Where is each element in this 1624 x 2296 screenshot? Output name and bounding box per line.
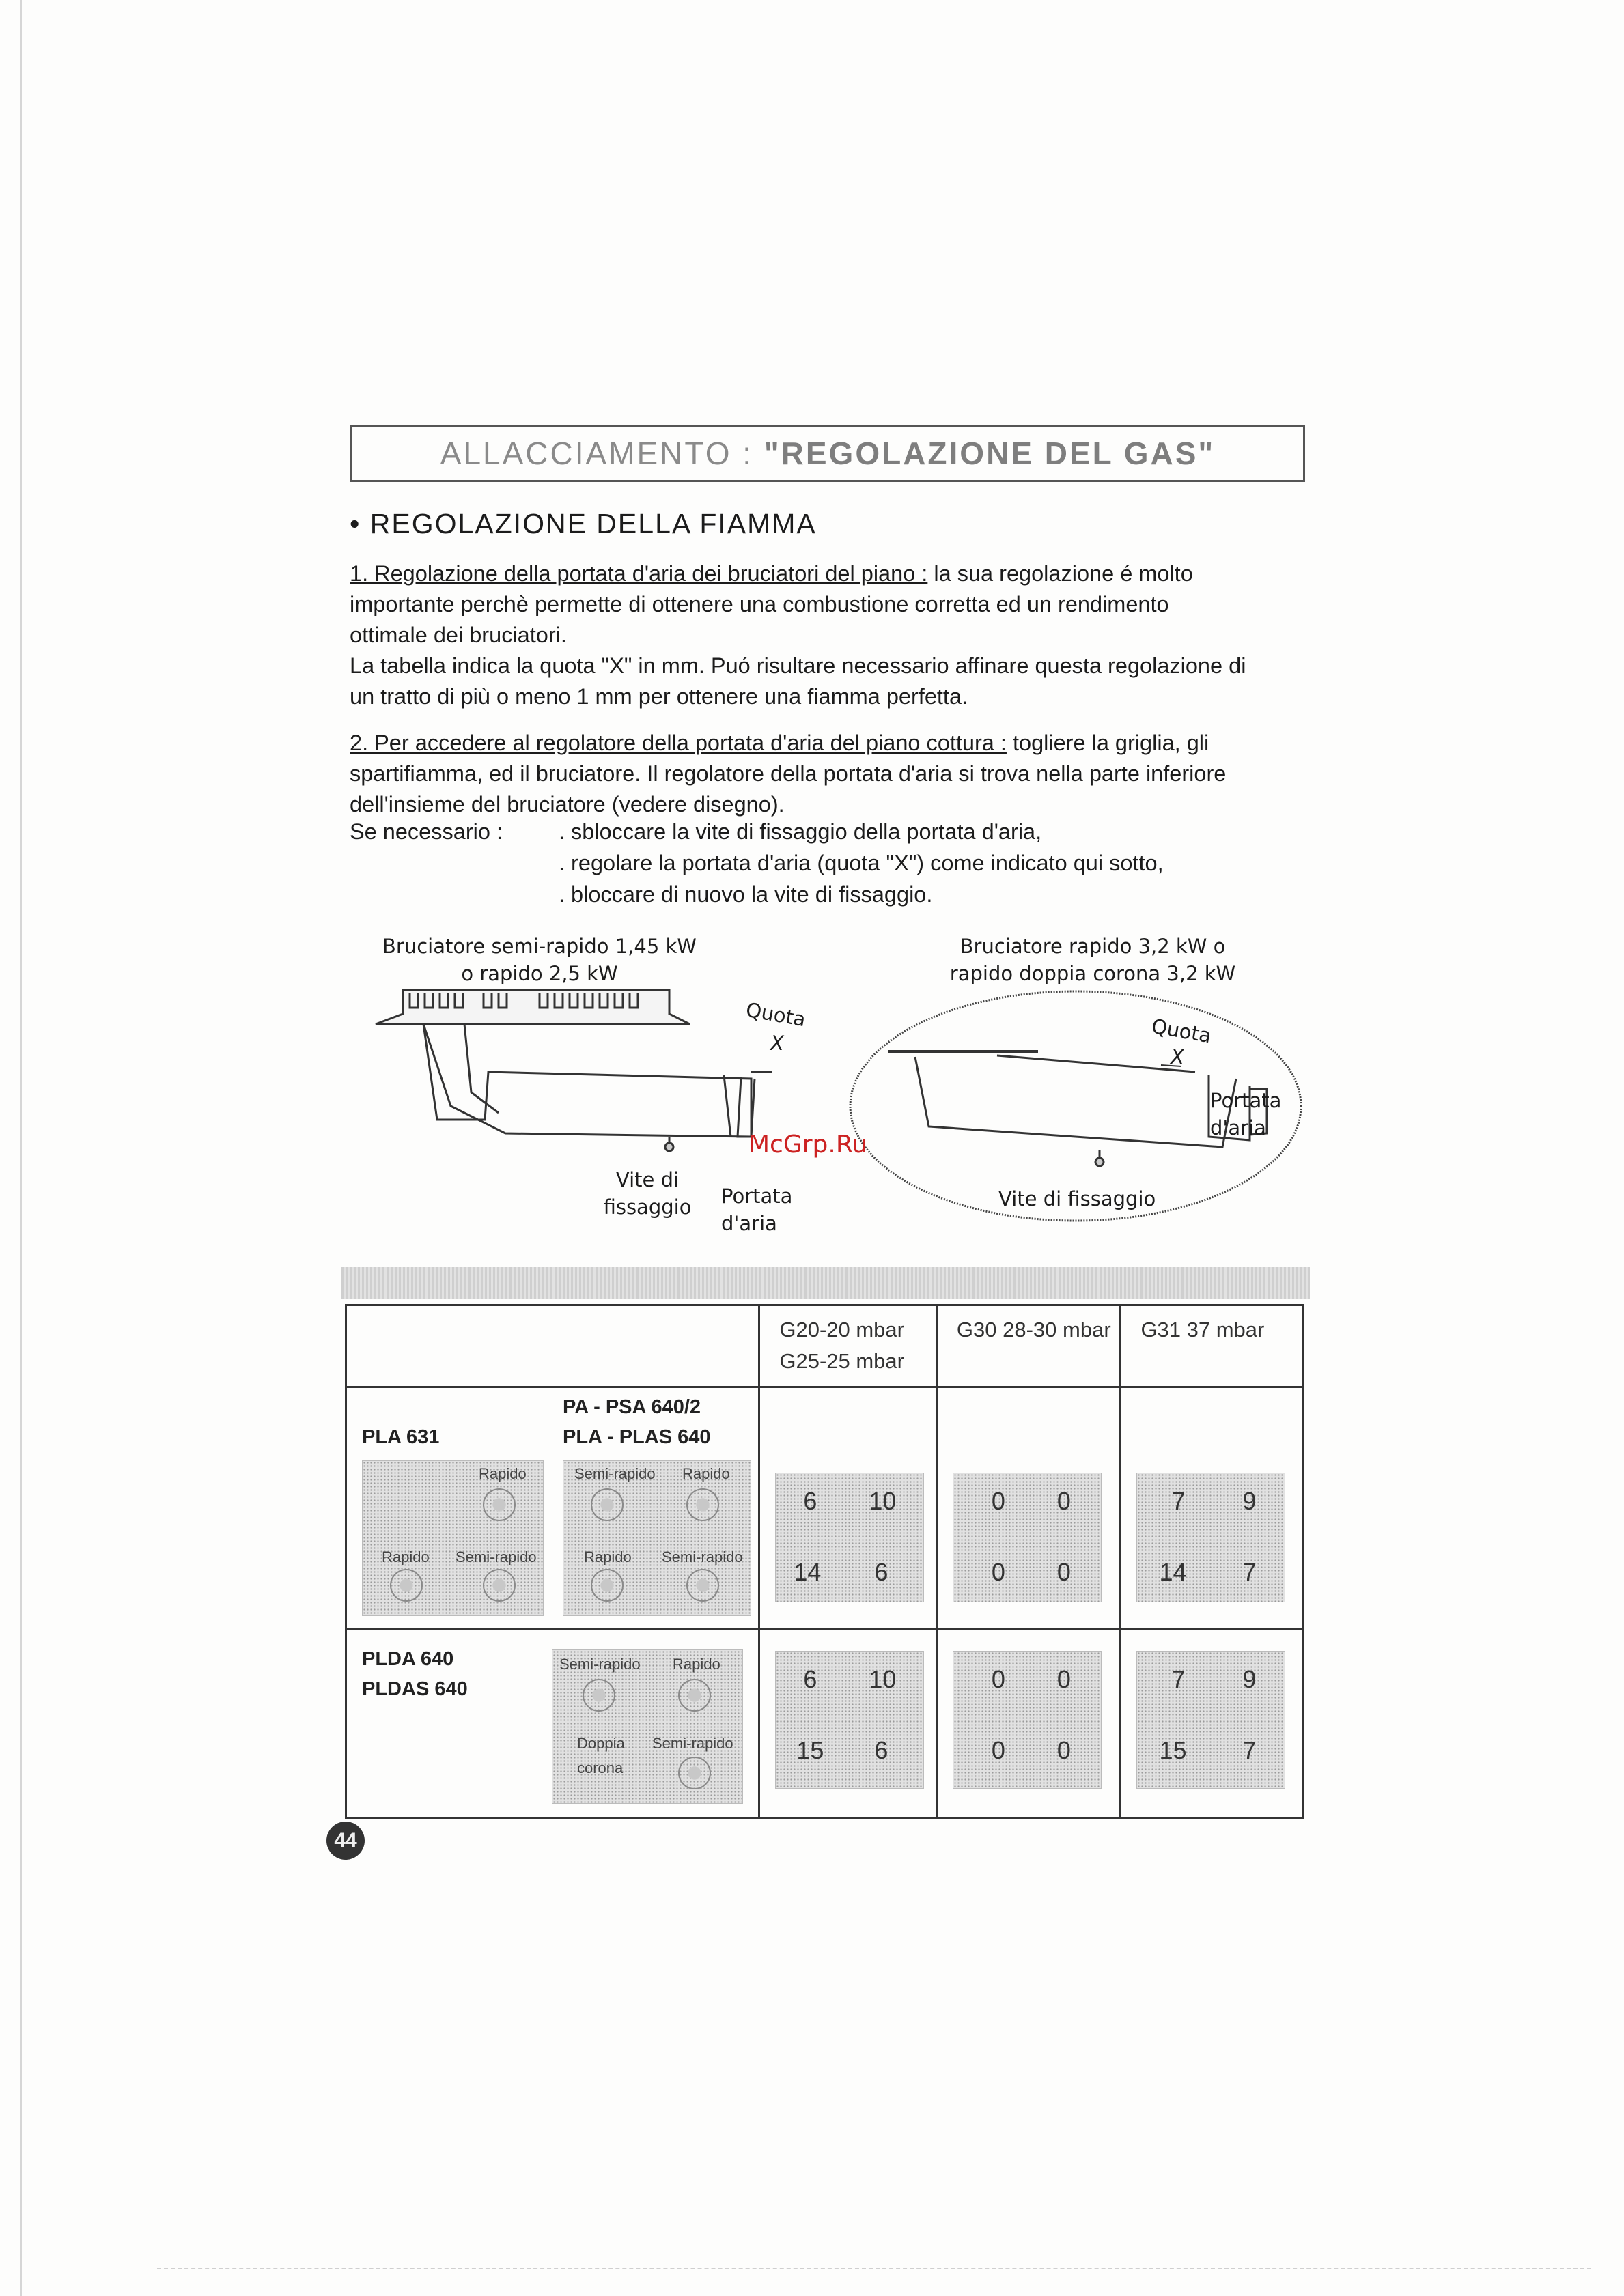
layout-b-label-4: Semi-rapido xyxy=(662,1548,743,1565)
burner-layout-pla640 xyxy=(563,1460,751,1616)
paragraph-1 xyxy=(350,558,1313,712)
para1-line3: ottimale dei bruciatori. xyxy=(350,623,567,647)
layout-a-label-2: Rapido xyxy=(382,1548,430,1565)
watermark: McGrp.Ru xyxy=(748,1131,868,1159)
title-prefix: ALLACCIAMENTO : xyxy=(440,436,764,471)
left-x-label: X xyxy=(770,1032,784,1055)
model-b-line2: PLA - PLAS 640 xyxy=(563,1426,711,1448)
row2-g20-values xyxy=(775,1651,924,1789)
burner-icon xyxy=(591,1488,624,1521)
para1-line2: importante perchè permette di ottenere una combustione corretta ed un rendimento xyxy=(350,592,1169,616)
header-g31 xyxy=(1121,1305,1304,1387)
model-pa-psa xyxy=(563,1392,710,1452)
burner-icon xyxy=(686,1569,719,1602)
value: 14 xyxy=(794,1558,822,1586)
model-plda-line2: PLDAS 640 xyxy=(362,1678,468,1700)
value: 10 xyxy=(869,1665,897,1693)
row1-g20-values xyxy=(775,1473,924,1602)
value: 0 xyxy=(991,1558,1005,1586)
value: 15 xyxy=(796,1736,824,1764)
paragraph-2 xyxy=(350,728,1313,820)
value: 14 xyxy=(1159,1558,1187,1586)
row1-g30-values xyxy=(953,1473,1102,1602)
burner-layout-plda xyxy=(552,1649,743,1804)
burner-icon xyxy=(678,1679,711,1712)
right-diagram-caption xyxy=(901,933,1284,987)
col-g20: G20-20 mbar xyxy=(779,1318,904,1342)
page-edge xyxy=(20,0,22,2296)
right-quota-label: Quota xyxy=(1149,1014,1214,1048)
layout-a-label-1: Rapido xyxy=(479,1465,527,1482)
layout-b-label-1: Semi-rapido xyxy=(574,1465,656,1482)
model-plda-line1: PLDA 640 xyxy=(362,1648,454,1670)
value: 6 xyxy=(874,1736,888,1764)
value: 0 xyxy=(1056,1558,1071,1586)
table-caption-band xyxy=(341,1267,1310,1299)
row2-g31-values xyxy=(1136,1651,1285,1789)
gas-regulation-table xyxy=(345,1304,1304,1819)
model-plda xyxy=(362,1644,468,1704)
row2-g30-values xyxy=(953,1651,1102,1789)
right-air-line2: d'aria xyxy=(1210,1116,1266,1139)
value: 7 xyxy=(1242,1558,1257,1586)
left-diagram-caption xyxy=(355,933,724,987)
para1-line1: la sua regolazione é molto xyxy=(927,561,1193,586)
table-header-row xyxy=(346,1305,1304,1387)
burner-icon xyxy=(686,1488,719,1521)
value: 9 xyxy=(1242,1487,1257,1515)
row2-g31 xyxy=(1121,1630,1304,1819)
right-air-line1: Portata xyxy=(1210,1089,1282,1112)
layout-c-label-4: corona xyxy=(577,1759,624,1776)
row1-g30 xyxy=(936,1387,1121,1630)
para1-heading: 1. Regolazione della portata d'aria dei bruciatori del piano : xyxy=(350,561,928,586)
layout-c-label-5: Semi-rapido xyxy=(652,1735,733,1752)
header-g30 xyxy=(936,1305,1121,1387)
row2-g30 xyxy=(936,1630,1121,1819)
value: 6 xyxy=(874,1558,888,1586)
model-pla631: PLA 631 xyxy=(362,1426,440,1448)
para2-line3: dell'insieme del bruciatore (vedere disegno). xyxy=(350,792,785,817)
burner-icon xyxy=(678,1757,711,1789)
burner-icon xyxy=(583,1679,615,1712)
value: 0 xyxy=(991,1736,1005,1764)
layout-b-label-3: Rapido xyxy=(584,1548,632,1565)
step-2: . regolare la portata d'aria (quota "X") come indicato qui sotto, xyxy=(559,851,1164,875)
left-caption-line1: Bruciatore semi-rapido 1,45 kW xyxy=(382,935,697,958)
left-quota-label: Quota xyxy=(744,997,808,1032)
right-screw-label: Vite di fissaggio xyxy=(998,1187,1156,1210)
value: 0 xyxy=(1056,1736,1071,1764)
right-x-label: X xyxy=(1171,1045,1184,1068)
step-3: . bloccare di nuovo la vite di fissaggio. xyxy=(559,882,933,907)
steps-label: Se necessario : xyxy=(350,819,503,844)
col-g25: G25-25 mbar xyxy=(779,1349,904,1373)
col-g30: G30 28-30 mbar xyxy=(956,1318,1111,1342)
layout-b-label-2: Rapido xyxy=(682,1465,730,1482)
layout-c-label-1: Semi-rapido xyxy=(559,1656,641,1673)
right-air-label xyxy=(1210,1087,1281,1142)
left-screw-line1: Vite di xyxy=(615,1168,680,1191)
left-screw-line2: fissaggio xyxy=(603,1195,692,1219)
burner-layout-pla631 xyxy=(362,1460,544,1616)
title-quoted: "REGOLAZIONE DEL GAS" xyxy=(764,436,1216,471)
value: 6 xyxy=(803,1487,817,1515)
burner-icon xyxy=(483,1488,516,1521)
step-1: . sbloccare la vite di fissaggio della portata d'aria, xyxy=(559,819,1042,844)
layout-c-label-3: Doppia xyxy=(577,1735,625,1752)
para2-heading: 2. Per accedere al regolatore della portata d'aria del piano cottura : xyxy=(350,731,1007,755)
layout-a-label-3: Semi-rapido xyxy=(456,1548,537,1565)
value: 7 xyxy=(1171,1665,1186,1693)
layout-c-label-2: Rapido xyxy=(673,1656,720,1673)
left-air-line2: d'aria xyxy=(721,1212,777,1235)
left-air-line1: Portata xyxy=(721,1185,793,1208)
value: 9 xyxy=(1242,1665,1257,1693)
value: 0 xyxy=(1056,1665,1071,1693)
left-air-label xyxy=(721,1182,792,1237)
row2-models xyxy=(346,1630,759,1819)
para1-line4: La tabella indica la quota "X" in mm. Puó risultare necessario affinare questa regolazione di xyxy=(350,653,1246,678)
row1-models xyxy=(346,1387,759,1630)
value: 7 xyxy=(1171,1487,1186,1515)
col-g31: G31 37 mbar xyxy=(1140,1318,1265,1342)
row2-g20 xyxy=(759,1630,937,1819)
page-bottom-edge xyxy=(157,2268,1591,2271)
header-g20 xyxy=(759,1305,937,1387)
para2-line2: spartifiamma, ed il bruciatore. Il regolatore della portata d'aria si trova nella parte inferiore xyxy=(350,761,1227,786)
page-number: 44 xyxy=(326,1822,365,1860)
header-empty-cell xyxy=(346,1305,759,1387)
value: 6 xyxy=(803,1665,817,1693)
burner-icon xyxy=(483,1569,516,1602)
left-screw-label xyxy=(600,1166,695,1221)
table-row-2 xyxy=(346,1630,1304,1819)
table-row-1 xyxy=(346,1387,1304,1630)
value: 0 xyxy=(991,1487,1005,1515)
model-b-line1: PA - PSA 640/2 xyxy=(563,1396,701,1418)
right-caption-line1: Bruciatore rapido 3,2 kW o xyxy=(960,935,1226,958)
burner-icon xyxy=(390,1569,423,1602)
para1-line5: un tratto di più o meno 1 mm per ottenere una fiamma perfetta. xyxy=(350,684,968,709)
para2-line1: togliere la griglia, gli xyxy=(1006,731,1209,755)
value: 0 xyxy=(991,1665,1005,1693)
burner-icon xyxy=(591,1569,624,1602)
row1-g20 xyxy=(759,1387,937,1630)
value: 7 xyxy=(1242,1736,1257,1764)
page-title xyxy=(350,425,1305,482)
value: 15 xyxy=(1159,1736,1187,1764)
value: 0 xyxy=(1056,1487,1071,1515)
row1-g31 xyxy=(1121,1387,1304,1630)
left-caption-line2: o rapido 2,5 kW xyxy=(461,962,618,985)
row1-g31-values xyxy=(1136,1473,1285,1602)
right-caption-line2: rapido doppia corona 3,2 kW xyxy=(949,962,1236,985)
value: 10 xyxy=(869,1487,897,1515)
section-title: • REGOLAZIONE DELLA FIAMMA xyxy=(350,508,817,539)
